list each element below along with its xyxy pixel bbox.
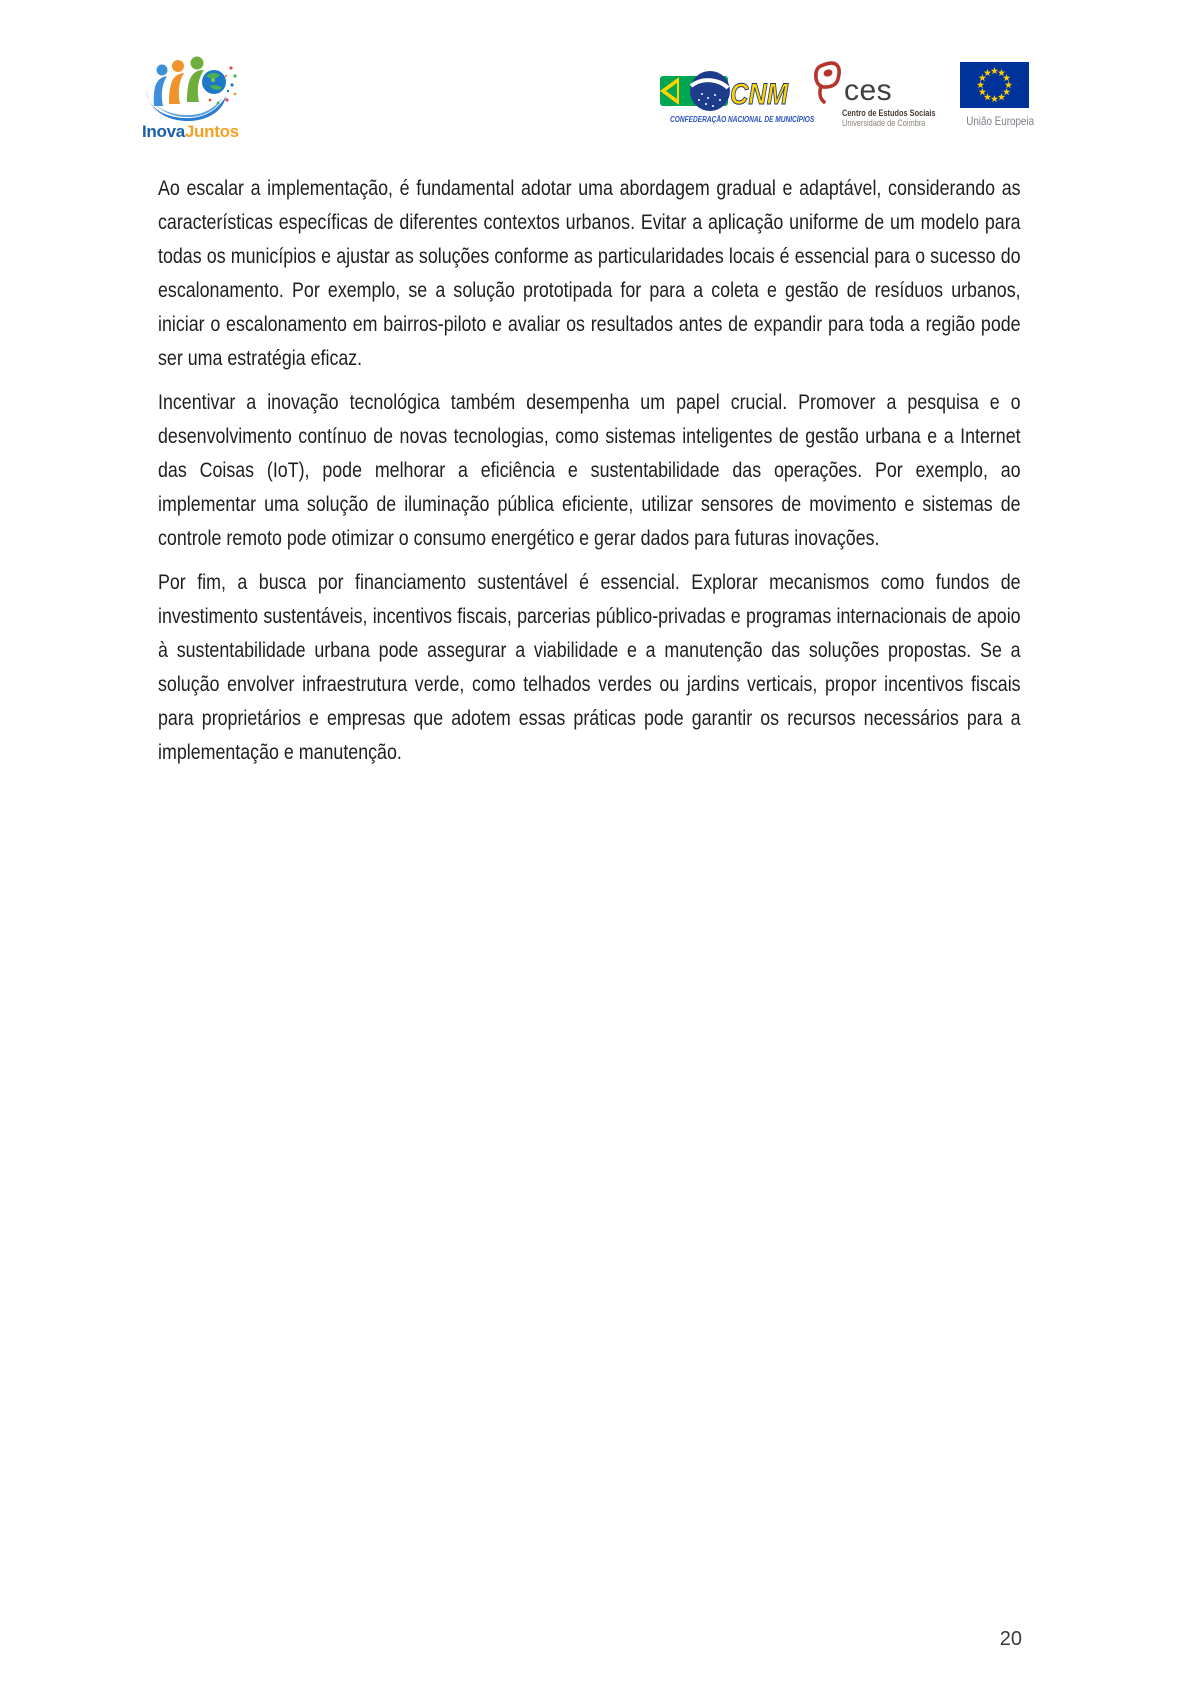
cnm-logo: [658, 66, 815, 130]
cnm-acronym: CNM: [730, 78, 789, 111]
cnm-flag-icon: [658, 66, 792, 114]
paragraph-3: Por fim, a busca por financiamento sustentável é essencial. Explorar mecanismos como fundos de investimento sustentáveis, incentivos fiscais, parcerias público-privadas e programas internacionais de apoio à sustentabilidade urbana pode assegurar a viabilidade e a manutenção das soluções propostas. Se a solução envolver infraestrutura verde, como telhados verdes ou jardins verticais, propor incentivos fiscais para proprietários e empresas que adotem essas práticas pode garantir os recursos necessários para a implementação e manutenção.: [158, 571, 1021, 764]
ces-logo: [812, 58, 937, 130]
page-number: 20: [999, 1628, 1022, 1650]
ces-symbol-icon: [812, 60, 842, 105]
ces-acronym: ces: [844, 74, 893, 107]
inovajuntos-logo: [142, 55, 242, 145]
inovajuntos-logo-icon: [142, 55, 238, 121]
inovajuntos-wordmark: [142, 122, 242, 142]
eu-logo: [960, 62, 1035, 130]
document-body: [158, 172, 1021, 770]
ces-caption-line1: Centro de Estudos Sociais: [842, 108, 936, 118]
paragraph-1: Ao escalar a implementação, é fundamental adotar uma abordagem gradual e adaptável, considerando as características específicas de diferentes contextos urbanos. Evitar a aplicação uniforme de um modelo para todas os municípios e ajustar as soluções conforme as particularidades locais é essencial para o sucesso do escalonamento. Por exemplo, se a solução prototipada for para a coleta e gestão de resíduos urbanos, iniciar o escalonamento em bairros-piloto e avaliar os resultados antes de expandir para toda a região pode ser uma estratégia eficaz.: [158, 177, 1021, 370]
eu-flag-icon: [960, 62, 1029, 108]
eu-caption: União Europeia: [966, 114, 1035, 128]
cnm-caption: CONFEDERAÇÃO NACIONAL DE MUNICÍPIOS: [670, 115, 815, 124]
inovajuntos-wordmark-part1: Inova: [142, 122, 185, 141]
inovajuntos-wordmark-part2: Juntos: [184, 122, 239, 141]
ces-caption-line2: Universidade de Coimbra: [842, 118, 926, 128]
paragraph-2: Incentivar a inovação tecnológica também desempenha um papel crucial. Promover a pesquisa e o desenvolvimento contínuo de novas tecnologias, como sistemas inteligentes de gestão urbana e a Internet das Coisas (IoT), pode melhorar a eficiência e sustentabilidade das operações. Por exemplo, ao implementar uma solução de iluminação pública eficiente, utilizar sensores de movimento e sistemas de controle remoto pode otimizar o consumo energético e gerar dados para futuras inovações.: [158, 391, 1021, 550]
